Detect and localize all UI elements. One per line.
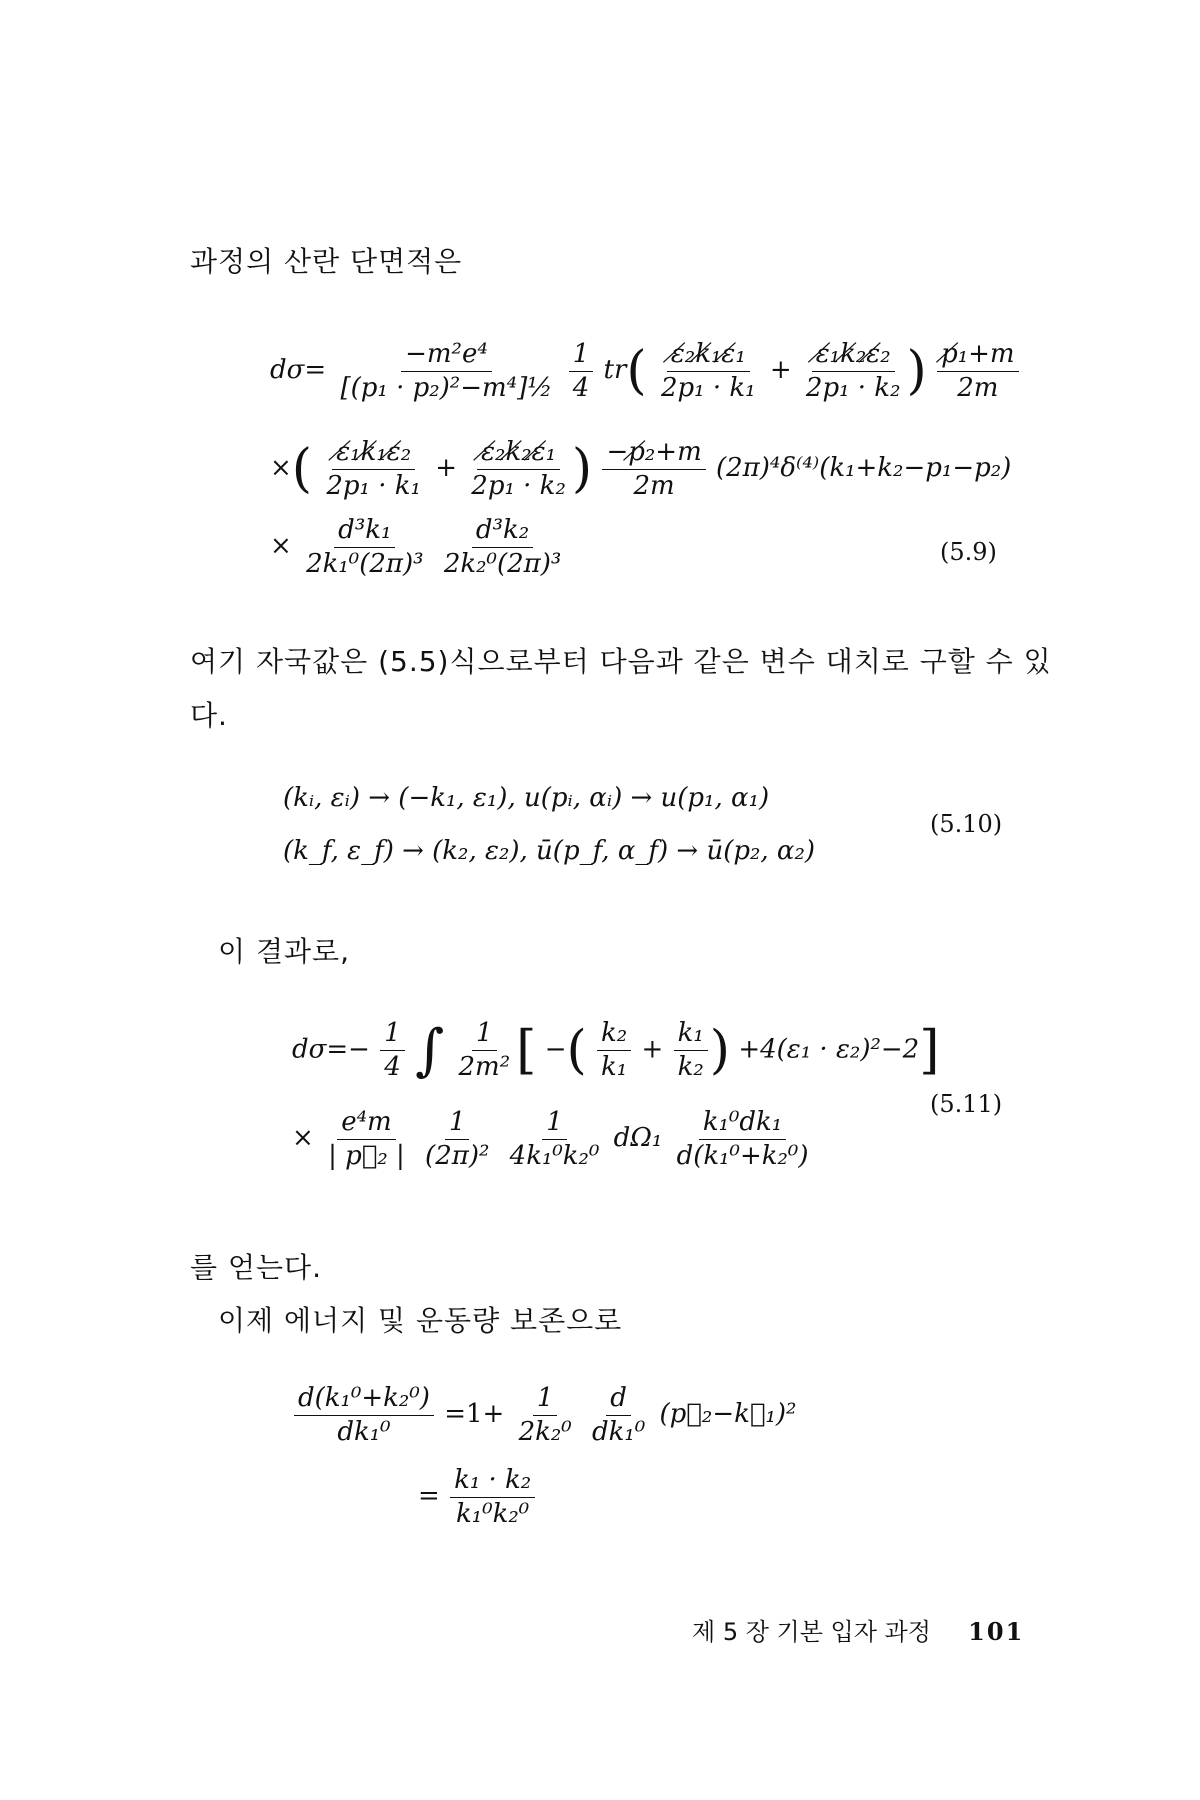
eq59-frac6: $\frac{\text{ε̸₁k̸₁ε̸₂}}{\text{2p₁ · k₁}}$ [326,437,421,501]
text-obtain: 를 얻는다. [190,1251,322,1284]
eq511-frac4: $\frac{\text{k₁}}{\text{k₂}}$ [674,1019,708,1081]
equation-5-10-line1: (kᵢ, εᵢ) → (−k₁, ε₁), u(pᵢ, αᵢ) → u(p₁, α₁) [283,783,770,813]
equation-5-11-line1: dσ=− $\frac{1}{4}$ ∫ $\frac{1}{\text{2m²}}$ [ −( $\frac{\text{k₂}}{\text{k₁}}$ + $\frac{\text{k₁}}{\text{k₂}}$ ) +4(ε₁ · ε₂)²−2] [292,1018,940,1083]
equation-number-5-9: (5.9) [940,538,997,566]
eq511-integral: ∫ [415,1018,445,1083]
text-conservation: 이제 에너지 및 운동량 보존으로 [218,1304,623,1337]
eqlast-frac3: $\frac{d}{\text{dk₁⁰}}$ [592,1383,646,1447]
equation-number-5-11: (5.11) [930,1090,1003,1118]
eq59-frac5: $\frac{\text{p̸₁+m}}{2m}$ [937,340,1019,402]
equation-5-10-line2: (k_f, ε_f) → (k₂, ε₂), ū(p_f, α_f) → ū(p₂, α₂) [283,836,816,866]
eq59-frac2: $\frac{1}{4}$ [569,340,594,402]
chapter-title: 제 5 장 기본 입자 과정 [692,1618,931,1646]
eq59-frac10: $\frac{\text{d³k₂}}{\text{2k₂⁰(2π)³}}$ [443,515,562,579]
equation-energy-derivative-line1: $\frac{\text{d(k₁⁰+k₂⁰)}}{\text{dk₁⁰}}$ =1+ $\frac{1}{\text{2k₂⁰}}$ $\frac{d}{\text{dk₁⁰}}$ (p⃗₂−k⃗₁)² [292,1384,796,1446]
eq59-frac8: $\frac{\text{−p̸₂+m}}{2m}$ [602,438,705,500]
eq511-frac3: $\frac{\text{k₂}}{\text{k₁}}$ [597,1019,631,1081]
eq59-frac1: $\frac{\text{−m²e⁴}}{\text{[(p₁ · p₂)²−m⁴]½}}$ [340,339,553,403]
eq511-frac8: $\frac{\text{k₁⁰dk₁}}{\text{d(k₁⁰+k₂⁰)}}$ [676,1107,809,1171]
eq511-frac7: $\frac{1}{\text{4k₁⁰k₂⁰}}$ [509,1107,600,1171]
page-number: 101 [968,1617,1025,1646]
eq59-lead: dσ= [270,355,327,386]
eq511-frac2: $\frac{1}{\text{2m²}}$ [458,1018,511,1082]
eq511-frac6: $\frac{1}{\text{(2π)²}}$ [425,1107,490,1171]
eq59-frac4: $\frac{\text{ε̸₁k̸₂ε̸₂}}{\text{2p₁ · k₂}}$ [805,339,901,403]
eqlast-frac4: $\frac{\text{k₁ · k₂}}{\text{k₁⁰k₂⁰}}$ [450,1466,535,1528]
eqlast-frac2: $\frac{1}{\text{2k₂⁰}}$ [518,1383,572,1447]
equation-5-9-line3: × $\frac{\text{d³k₁}}{\text{2k₁⁰(2π)³}}$ $\frac{\text{d³k₂}}{\text{2k₂⁰(2π)³}}$ [270,516,567,578]
eqlast-frac1: $\frac{\text{d(k₁⁰+k₂⁰)}}{\text{dk₁⁰}}$ [294,1384,434,1446]
equation-number-5-10: (5.10) [930,810,1003,838]
running-footer [692,1612,1024,1647]
eq59-frac9: $\frac{\text{d³k₁}}{\text{2k₁⁰(2π)³}}$ [306,515,424,579]
text-pole-substitution-line1: 여기 자국값은 (5.5)식으로부터 다음과 같은 변수 대치로 구할 수 있 [190,645,1052,678]
equation-energy-derivative-line2: = $\frac{\text{k₁ · k₂}}{\text{k₁⁰k₂⁰}}$ [418,1466,537,1528]
text-intro-cross-section: 과정의 산란 단면적은 [190,245,463,278]
equation-5-9-line1: dσ= $\frac{\text{−m²e⁴}}{\text{[(p₁ · p₂)²−m⁴]½}}$ $\frac{1}{4}$ tr( $\frac{\text{ε̸₂k̸₁ε̸₁}}{\text{2p₁ · k₁}}$ + $\frac{\text{ε̸₁k̸₂ε̸₂}}{\text{2p₁ · k₂}}$ ) $\frac{\text{p̸₁+m}}{2m}$ [270,340,1021,402]
eq511-frac1: $\frac{1}{4}$ [380,1019,405,1081]
eq59-delta: (2π)⁴δ⁽⁴⁾(k₁+k₂−p₁−p₂) [716,453,1012,484]
eq59-frac3: $\frac{\text{ε̸₂k̸₁ε̸₁}}{\text{2p₁ · k₁}}$ [660,339,756,403]
text-pole-substitution-line2: 다. [190,699,228,732]
eq511-frac5: $\frac{\text{e⁴m}}{\text{| p⃗₂ |}}$ [328,1107,405,1171]
eq59-frac7: $\frac{\text{ε̸₂k̸₂ε̸₁}}{\text{2p₁ · k₂}}$ [471,437,566,501]
text-result: 이 결과로, [218,935,350,968]
equation-5-9-line2: ×( $\frac{\text{ε̸₁k̸₁ε̸₂}}{\text{2p₁ · k₁}}$ + $\frac{\text{ε̸₂k̸₂ε̸₁}}{\text{2p₁ · k₂}}$ ) $\frac{\text{−p̸₂+m}}{2m}$ (2π)⁴δ⁽⁴⁾(k₁+k₂−p₁−p₂) [270,437,1012,501]
eq59-trace: tr [603,355,627,386]
equation-5-11-line2: × $\frac{\text{e⁴m}}{\text{| p⃗₂ |}}$ $\frac{1}{\text{(2π)²}}$ $\frac{1}{\text{4k₁⁰k₂⁰}}$ dΩ₁ $\frac{\text{k₁⁰dk₁}}{\text{d(k₁⁰+k₂⁰)}}$ [292,1108,814,1170]
